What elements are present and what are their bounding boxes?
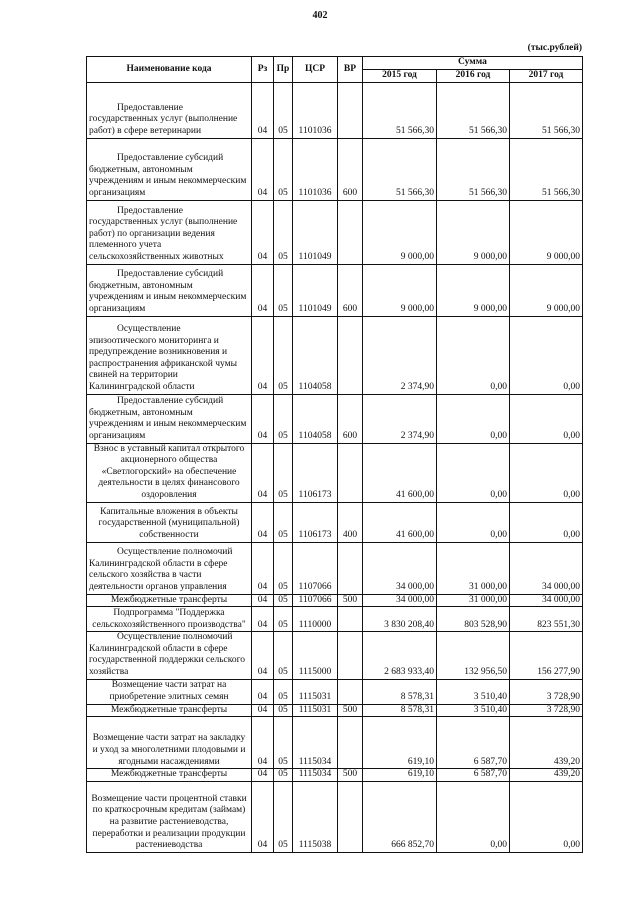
row-name: Осуществление полномочий Калининградской области в сфере государственной поддержки сельского хозяйства	[87, 632, 252, 679]
table-row	[87, 394, 583, 443]
row-value-2015: 8 578,31	[363, 679, 437, 704]
row-rz: 04	[252, 138, 274, 200]
row-value-2015: 2 374,90	[363, 316, 437, 394]
row-csr: 1110000	[293, 607, 338, 632]
row-value-2017: 0,00	[510, 394, 583, 443]
row-pr: 05	[274, 542, 293, 594]
row-value-2017: 439,20	[510, 769, 583, 782]
row-value-2015: 9 000,00	[363, 264, 437, 316]
row-value-2015: 8 578,31	[363, 704, 437, 717]
row-value-2016: 6 587,70	[437, 769, 510, 782]
row-name: Предоставление государственных услуг (выполнение работ) по организации ведения племенного учета сельскохозяйственных животных	[87, 200, 252, 264]
row-vr: 600	[338, 264, 363, 316]
row-value-2016: 0,00	[437, 781, 510, 852]
row-rz: 04	[252, 264, 274, 316]
row-rz: 04	[252, 82, 274, 138]
row-rz: 04	[252, 316, 274, 394]
row-value-2015: 2 374,90	[363, 394, 437, 443]
row-pr: 05	[274, 607, 293, 632]
row-name: Возмещение части затрат на приобретение элитных семян	[87, 679, 252, 704]
row-rz: 04	[252, 200, 274, 264]
row-value-2017: 51 566,30	[510, 82, 583, 138]
row-csr: 1115034	[293, 769, 338, 782]
row-vr	[338, 82, 363, 138]
table-row	[87, 679, 583, 704]
page-number: 402	[312, 10, 328, 21]
row-value-2015: 9 000,00	[363, 200, 437, 264]
budget-table	[86, 56, 583, 853]
row-csr: 1115034	[293, 717, 338, 769]
row-vr	[338, 443, 363, 502]
row-csr: 1115031	[293, 679, 338, 704]
row-name: Осуществление эпизоотического мониторинга и предупреждение возникновения и распространения африканской чумы свиней на территории Калининградской области	[87, 316, 252, 394]
row-csr: 1115038	[293, 781, 338, 852]
row-value-2017: 156 277,90	[510, 632, 583, 679]
row-vr: 400	[338, 502, 363, 542]
table-row	[87, 502, 583, 542]
row-vr: 600	[338, 138, 363, 200]
row-csr: 1101049	[293, 264, 338, 316]
row-vr	[338, 607, 363, 632]
row-csr: 1106173	[293, 443, 338, 502]
row-csr: 1101036	[293, 82, 338, 138]
row-value-2017: 0,00	[510, 781, 583, 852]
row-pr: 05	[274, 704, 293, 717]
row-value-2015: 619,10	[363, 717, 437, 769]
row-vr: 500	[338, 594, 363, 607]
row-value-2017: 0,00	[510, 443, 583, 502]
row-vr	[338, 717, 363, 769]
row-pr: 05	[274, 138, 293, 200]
row-value-2017: 34 000,00	[510, 594, 583, 607]
row-value-2016: 0,00	[437, 316, 510, 394]
row-rz: 04	[252, 717, 274, 769]
row-value-2017: 34 000,00	[510, 542, 583, 594]
table-row	[87, 200, 583, 264]
header-csr: ЦСР	[293, 57, 338, 83]
row-value-2017: 51 566,30	[510, 138, 583, 200]
row-name: Межбюджетные трансферты	[87, 769, 252, 782]
header-rz: Рз	[252, 57, 274, 83]
row-rz: 04	[252, 502, 274, 542]
row-value-2017: 9 000,00	[510, 200, 583, 264]
table-row	[87, 264, 583, 316]
row-name: Межбюджетные трансферты	[87, 704, 252, 717]
table-row	[87, 769, 583, 782]
row-value-2016: 51 566,30	[437, 138, 510, 200]
table-row	[87, 607, 583, 632]
row-rz: 04	[252, 704, 274, 717]
row-pr: 05	[274, 502, 293, 542]
row-name: Межбюджетные трансферты	[87, 594, 252, 607]
row-vr	[338, 781, 363, 852]
row-pr: 05	[274, 781, 293, 852]
row-pr: 05	[274, 200, 293, 264]
row-name: Предоставление государственных услуг (выполнение работ) в сфере ветеринарии	[87, 82, 252, 138]
row-value-2016: 6 587,70	[437, 717, 510, 769]
table-row	[87, 781, 583, 852]
row-pr: 05	[274, 82, 293, 138]
table-row	[87, 632, 583, 679]
row-vr: 500	[338, 704, 363, 717]
row-pr: 05	[274, 264, 293, 316]
row-rz: 04	[252, 607, 274, 632]
row-vr	[338, 679, 363, 704]
row-rz: 04	[252, 542, 274, 594]
table-row	[87, 717, 583, 769]
header-vr: ВР	[338, 57, 363, 83]
row-value-2015: 41 600,00	[363, 502, 437, 542]
row-value-2017: 0,00	[510, 316, 583, 394]
row-value-2015: 34 000,00	[363, 542, 437, 594]
row-vr	[338, 632, 363, 679]
row-rz: 04	[252, 443, 274, 502]
row-vr	[338, 200, 363, 264]
row-value-2015: 51 566,30	[363, 138, 437, 200]
row-value-2016: 0,00	[437, 394, 510, 443]
row-vr	[338, 542, 363, 594]
row-value-2016: 0,00	[437, 502, 510, 542]
row-vr	[338, 316, 363, 394]
row-value-2017: 0,00	[510, 502, 583, 542]
row-rz: 04	[252, 781, 274, 852]
row-name: Возмещение части процентной ставки по краткосрочным кредитам (займам) на развитие растениеводства, переработки и реализации продукции растениеводства	[87, 781, 252, 852]
row-value-2016: 132 956,50	[437, 632, 510, 679]
row-pr: 05	[274, 679, 293, 704]
table-row	[87, 704, 583, 717]
row-vr: 500	[338, 769, 363, 782]
row-value-2016: 3 510,40	[437, 704, 510, 717]
row-value-2015: 51 566,30	[363, 82, 437, 138]
row-csr: 1107066	[293, 594, 338, 607]
row-csr: 1104058	[293, 316, 338, 394]
header-2016: 2016 год	[437, 69, 510, 82]
row-value-2017: 823 551,30	[510, 607, 583, 632]
header-pr: Пр	[274, 57, 293, 83]
header-name: Наименование кода	[87, 57, 252, 83]
row-value-2015: 619,10	[363, 769, 437, 782]
row-value-2016: 31 000,00	[437, 594, 510, 607]
row-name: Капитальные вложения в объекты государственной (муниципальной) собственности	[87, 502, 252, 542]
table-row	[87, 443, 583, 502]
row-pr: 05	[274, 443, 293, 502]
row-value-2017: 3 728,90	[510, 679, 583, 704]
row-name: Подпрограмма "Поддержка сельскохозяйственного производства"	[87, 607, 252, 632]
row-csr: 1104058	[293, 394, 338, 443]
row-name: Предоставление субсидий бюджетным, автономным учреждениям и иным некоммерческим организациям	[87, 264, 252, 316]
row-pr: 05	[274, 769, 293, 782]
table-row	[87, 82, 583, 138]
row-value-2016: 9 000,00	[437, 264, 510, 316]
table-row	[87, 316, 583, 394]
row-value-2015: 3 830 208,40	[363, 607, 437, 632]
row-csr: 1106173	[293, 502, 338, 542]
row-pr: 05	[274, 717, 293, 769]
row-name: Возмещение части затрат на закладку и уход за многолетними плодовыми и ягодными насаждениями	[87, 717, 252, 769]
table-row	[87, 542, 583, 594]
row-value-2015: 666 852,70	[363, 781, 437, 852]
row-rz: 04	[252, 594, 274, 607]
row-value-2017: 439,20	[510, 717, 583, 769]
row-value-2016: 51 566,30	[437, 82, 510, 138]
table-row	[87, 138, 583, 200]
row-csr: 1115031	[293, 704, 338, 717]
row-vr: 600	[338, 394, 363, 443]
row-csr: 1101036	[293, 138, 338, 200]
row-csr: 1101049	[293, 200, 338, 264]
row-value-2015: 2 683 933,40	[363, 632, 437, 679]
row-value-2016: 803 528,90	[437, 607, 510, 632]
row-pr: 05	[274, 394, 293, 443]
row-name: Предоставление субсидий бюджетным, автономным учреждениям и иным некоммерческим организациям	[87, 138, 252, 200]
row-pr: 05	[274, 316, 293, 394]
row-name: Предоставление субсидий бюджетным, автономным учреждениям и иным некоммерческим организациям	[87, 394, 252, 443]
row-value-2016: 9 000,00	[437, 200, 510, 264]
row-csr: 1115000	[293, 632, 338, 679]
row-rz: 04	[252, 632, 274, 679]
row-value-2017: 9 000,00	[510, 264, 583, 316]
row-rz: 04	[252, 394, 274, 443]
table-row	[87, 594, 583, 607]
row-pr: 05	[274, 632, 293, 679]
row-rz: 04	[252, 769, 274, 782]
unit-note: (тыс.рублей)	[527, 43, 582, 53]
row-rz: 04	[252, 679, 274, 704]
row-value-2015: 41 600,00	[363, 443, 437, 502]
row-value-2017: 3 728,90	[510, 704, 583, 717]
row-name: Осуществление полномочий Калининградской области в сфере сельского хозяйства в части деятельности органов управления	[87, 542, 252, 594]
row-value-2016: 3 510,40	[437, 679, 510, 704]
header-2015: 2015 год	[363, 69, 437, 82]
header-2017: 2017 год	[510, 69, 583, 82]
row-value-2015: 34 000,00	[363, 594, 437, 607]
row-value-2016: 31 000,00	[437, 542, 510, 594]
row-pr: 05	[274, 594, 293, 607]
row-name: Взнос в уставный капитал открытого акционерного общества «Светлогорский» на обеспечение деятельности в целях финансового оздоровления	[87, 443, 252, 502]
row-csr: 1107066	[293, 542, 338, 594]
row-value-2016: 0,00	[437, 443, 510, 502]
header-sum: Сумма	[363, 57, 583, 70]
